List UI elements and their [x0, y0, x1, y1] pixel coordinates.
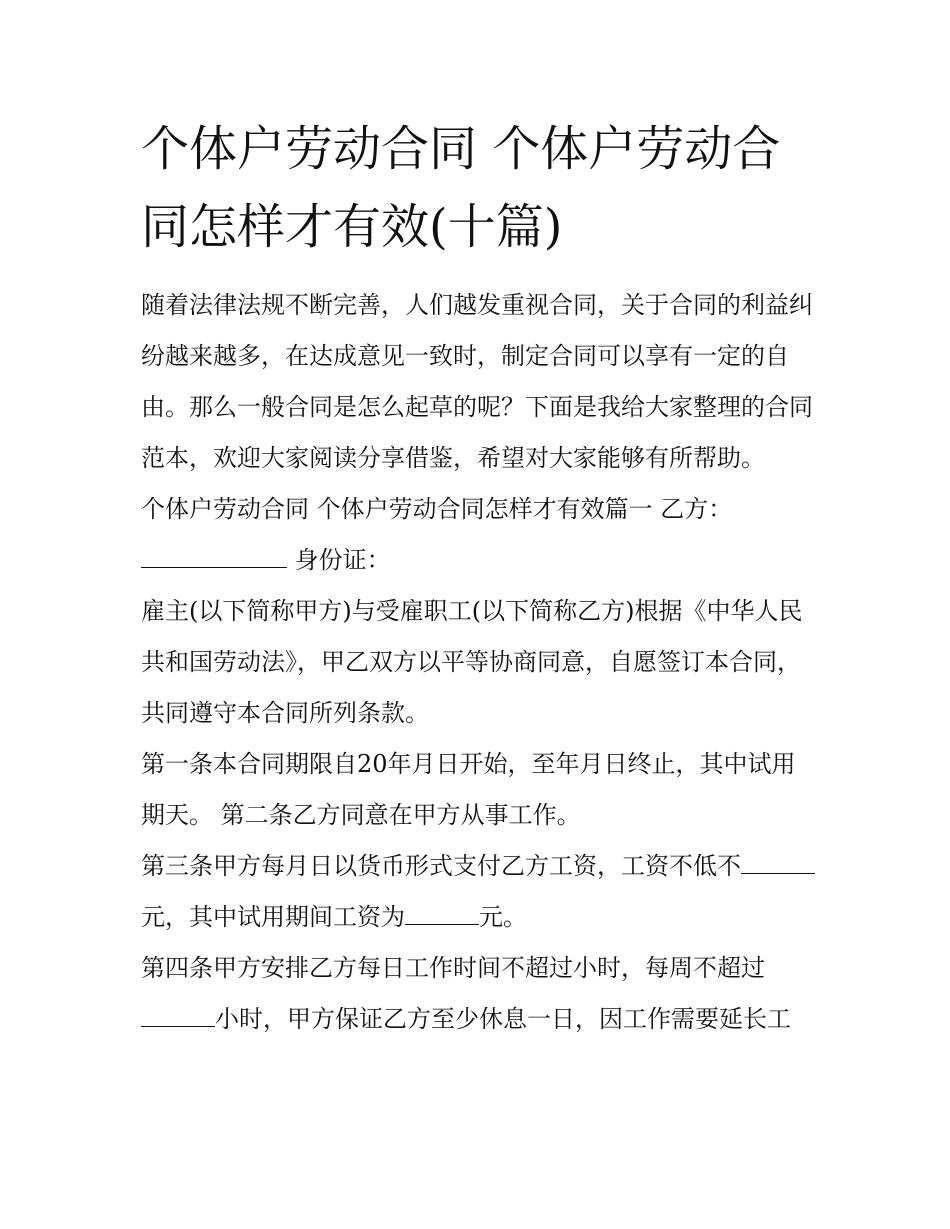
document-page — [141, 110, 817, 1045]
article-4-text-2: 小时，甲方保证乙方至少休息一日，因工作需要延长工 — [215, 1005, 791, 1033]
article-1-paragraph: 第一条本合同期限自20年月日开始，至年月日终止，其中试用期天。 第二条乙方同意在甲方从事工作。 — [141, 750, 796, 829]
id-label: 身份证： — [294, 546, 391, 574]
article-4-paragraph — [141, 943, 817, 1045]
intro-paragraph: 随着法律法规不断完善，人们越发重视合同，关于合同的利益纠纷越来越多，在达成意见一致时，制定合同可以享有一定的自由。那么一般合同是怎么起草的呢？下面是我给大家整理的合同范本，欢迎大家阅读分享借鉴，希望对大家能够有所帮助。 — [141, 291, 813, 472]
section-heading: 个体户劳动合同 个体户劳动合同怎样才有效篇一 乙方： — [141, 495, 733, 523]
blank-line — [141, 545, 287, 568]
document-title: 个体户劳动合同 个体户劳动合同怎样才有效(十篇) — [141, 121, 781, 255]
article-3-text-3: 元。 — [479, 903, 527, 931]
preamble-paragraph: 雇主(以下简称甲方)与受雇职工(以下简称乙方)根据《中华人民共和国劳动法》，甲乙双方以平等协商同意，自愿签订本合同，共同遵守本合同所列条款。 — [141, 597, 803, 727]
article-4-text-1: 第四条甲方安排乙方每日工作时间不超过小时，每周不超过 — [141, 954, 765, 982]
blank-line — [741, 851, 815, 874]
article-3-paragraph — [141, 841, 817, 943]
id-line — [141, 535, 817, 586]
blank-line — [405, 902, 479, 925]
article-3-text-2: 元，其中试用期间工资为 — [141, 903, 405, 931]
article-3-text-1: 第三条甲方每月日以货币形式支付乙方工资，工资不低不 — [141, 852, 741, 880]
blank-line — [141, 1004, 215, 1027]
